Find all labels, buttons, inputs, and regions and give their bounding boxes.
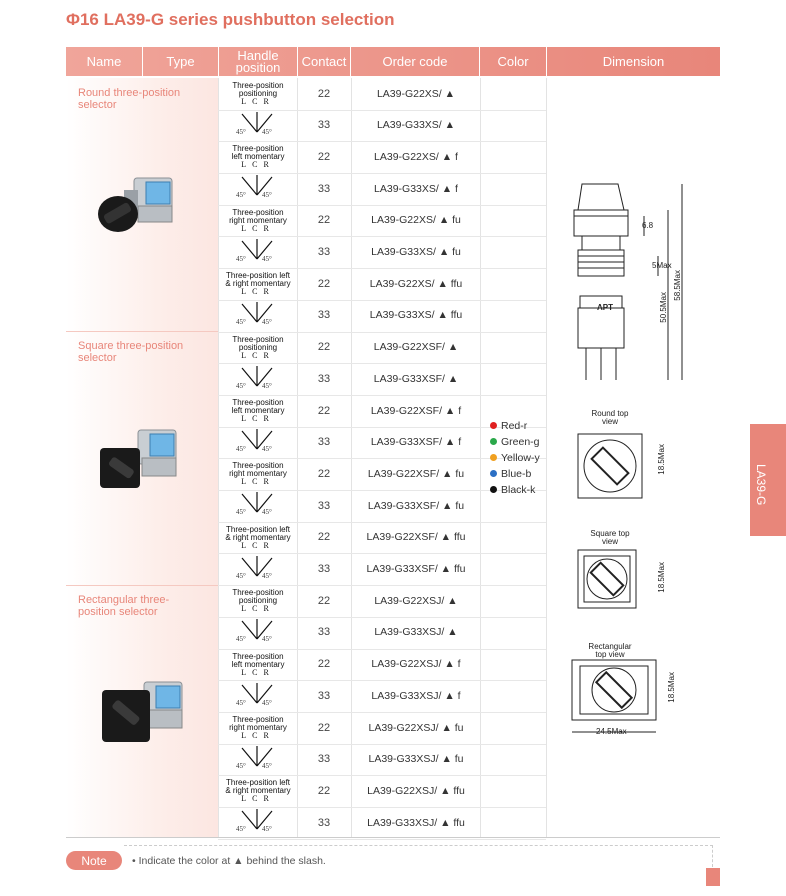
handle-label-line1: Three-position [232, 81, 284, 90]
angle-right-label: 45° [262, 571, 272, 580]
contact-cell: 22 [317, 277, 331, 290]
angle-right-label: 45° [262, 381, 272, 390]
contact-cell: 22 [317, 150, 331, 163]
header-type: Type [143, 47, 219, 76]
angle-left-label: 45° [236, 318, 246, 327]
angle-right-label: 45° [262, 508, 272, 517]
order-code-cell: LA39-G22XSF/ ▲ f [370, 404, 462, 417]
rect-width-dim: 24.5Max [596, 727, 627, 736]
angle-left-label: 45° [236, 254, 246, 263]
group-separator [66, 331, 218, 332]
contact-cell: 33 [317, 246, 331, 258]
order-code-cell: LA39-G22XSF/ ▲ fu [367, 467, 465, 480]
note-badge: Note [66, 851, 122, 870]
order-code-cell: LA39-G22XSJ/ ▲ [374, 594, 458, 607]
dim-50-5max: 50.5Max [659, 292, 668, 323]
angle-left-label: 45° [236, 825, 246, 834]
order-code-cell: LA39-G22XS/ ▲ [376, 87, 456, 100]
order-code-cell: LA39-G22XSF/ ▲ [373, 341, 459, 354]
contact-cell: 22 [317, 467, 331, 480]
group-separator [66, 585, 218, 586]
contact-cell: 22 [317, 658, 331, 671]
l-label: L [241, 794, 253, 804]
r-label: R [263, 287, 275, 297]
group-label-line1: Square three-position [78, 340, 184, 352]
table-row [218, 363, 546, 396]
color-label: Yellow-y [501, 452, 540, 464]
order-code-cell: LA39-G33XSJ/ ▲ f [371, 689, 461, 702]
order-code-cell: LA39-G22XSJ/ ▲ fu [368, 721, 464, 734]
l-label: L [241, 350, 253, 360]
r-label: R [263, 604, 275, 614]
blue-dot-icon [490, 470, 497, 477]
group-round [78, 87, 180, 111]
angle-left-label: 45° [236, 698, 246, 707]
group-rectangular [78, 594, 169, 618]
order-code-cell: LA39-G22XSF/ ▲ ffu [366, 531, 466, 544]
order-code-cell: LA39-G33XSJ/ ▲ [374, 626, 458, 639]
dim-5max: 5Max [652, 261, 672, 270]
header-name: Name [66, 47, 143, 76]
l-label: L [241, 731, 253, 740]
dim-58-5max: 58.5Max [673, 270, 682, 301]
color-label: Black-k [501, 484, 536, 496]
handle-label-line1: Three-position left [225, 778, 291, 788]
table-row [218, 775, 546, 808]
order-code-cell: LA39-G33XSJ/ ▲ fu [368, 753, 464, 766]
angle-right-label: 45° [262, 128, 272, 136]
group-square [78, 340, 183, 364]
l-label: L [241, 97, 253, 106]
contact-cell: 22 [317, 341, 331, 354]
group-label-line2: selector [78, 99, 117, 111]
table-row [218, 617, 546, 650]
r-label: R [263, 477, 275, 487]
l-label: L [241, 477, 253, 487]
group-label-line2: position selector [78, 606, 158, 618]
c-label: C [252, 160, 264, 170]
contact-cell: 33 [317, 119, 331, 132]
angle-left-label: 45° [236, 445, 246, 453]
c-label: C [252, 667, 264, 677]
angle-right-label: 45° [262, 445, 272, 453]
green-dot-icon [490, 438, 497, 445]
handle-label-line1: Three-position [232, 715, 284, 724]
order-code-cell: LA39-G22XS/ ▲ f [374, 150, 458, 163]
color-item-black [490, 482, 540, 498]
table-row [218, 712, 546, 745]
c-label: C [252, 540, 264, 550]
order-code-cell: LA39-G33XS/ ▲ fu [371, 246, 461, 258]
order-code-cell: LA39-G22XS/ ▲ fu [371, 214, 461, 227]
header-order: Order code [351, 47, 480, 76]
contact-cell: 33 [317, 563, 331, 575]
order-code-cell: LA39-G33XS/ ▲ ffu [369, 309, 463, 322]
brand-label: APT [597, 303, 613, 312]
angle-left-label: 45° [236, 571, 246, 580]
handle-label-line2: & right momentary [225, 532, 291, 542]
header-handle [219, 47, 298, 76]
table-row [218, 332, 546, 365]
dim-6-8: 6.8 [642, 221, 654, 230]
order-code-cell: LA39-G22XS/ ▲ ffu [369, 277, 463, 290]
angle-left-label: 45° [236, 381, 246, 390]
handle-label-line1: Three-position left [225, 271, 291, 281]
order-code-cell: LA39-G33XSF/ ▲ fu [367, 499, 465, 512]
angle-left-label: 45° [236, 635, 246, 644]
order-code-cell: LA39-G33XS/ ▲ f [374, 182, 458, 195]
contact-cell: 22 [317, 594, 331, 607]
r-label: R [263, 667, 275, 677]
table-row [218, 807, 546, 840]
handle-label-line1: Three-position [232, 334, 284, 344]
handle-label-line2: & right momentary [225, 279, 291, 289]
angle-right-label: 45° [262, 635, 272, 644]
table-row [218, 78, 546, 111]
l-label: L [241, 540, 253, 550]
square-label-line2: view [601, 537, 618, 546]
page-title: Φ16 LA39-G series pushbutton selection [66, 10, 395, 29]
handle-label-line1: Three-position [232, 398, 284, 407]
header-dimension: Dimension [602, 53, 665, 69]
round-width-dim: 18.5Max [657, 444, 666, 475]
l-label: L [241, 223, 253, 233]
square-width-dim: 18.5Max [657, 562, 666, 593]
handle-label-line2: right momentary [229, 723, 287, 732]
r-label: R [263, 223, 275, 233]
l-label: L [241, 414, 253, 423]
column-divider [546, 78, 547, 838]
contact-cell: 33 [317, 182, 331, 195]
handle-label-line2: right momentary [229, 469, 287, 479]
color-label: Green-g [501, 436, 540, 448]
c-label: C [252, 414, 264, 423]
angle-left-label: 45° [236, 508, 246, 517]
round-top-view-label [582, 410, 638, 426]
square-label-line1: Square top [590, 529, 630, 538]
c-label: C [252, 97, 264, 106]
header-color: Color [480, 47, 547, 76]
handle-label-line2: positioning [238, 89, 278, 98]
angle-left-label: 45° [236, 762, 246, 770]
color-label: Red-r [501, 420, 528, 432]
contact-cell: 22 [317, 721, 331, 734]
square-top-view-label [582, 530, 638, 546]
header-handle-line1: Handle [237, 47, 279, 63]
handle-label-line1: Three-position [232, 144, 284, 154]
order-code-cell: LA39-G33XSJ/ ▲ ffu [367, 816, 465, 829]
table-row [218, 680, 546, 713]
l-label: L [241, 667, 253, 677]
contact-cell: 22 [317, 404, 331, 417]
r-label: R [263, 794, 275, 804]
l-label: L [241, 604, 253, 614]
contact-cell: 33 [317, 372, 331, 385]
r-label: R [263, 160, 275, 170]
table-row [218, 205, 546, 238]
table-row [218, 141, 546, 174]
color-label: Blue-b [501, 468, 532, 480]
c-label: C [252, 223, 264, 233]
table-row [218, 173, 546, 206]
handle-label-line1: Three-position [232, 461, 284, 471]
round-label-line2: view [601, 417, 618, 426]
table-row [218, 110, 546, 143]
round-label-line1: Round top [591, 409, 629, 418]
group-label-line1: Round three-position [78, 87, 181, 99]
c-label: C [252, 794, 264, 804]
handle-label-line2: right momentary [229, 215, 287, 225]
square-selector-product-image [94, 424, 194, 504]
c-label: C [252, 604, 264, 614]
rect-height-dim: 18.5Max [667, 672, 676, 703]
contact-cell: 22 [317, 784, 331, 797]
r-label: R [263, 97, 275, 106]
table-row [218, 649, 546, 682]
handle-label-line2: left momentary [231, 659, 285, 669]
handle-label-line2: & right momentary [225, 786, 291, 796]
group-label-line1: Rectangular three- [78, 594, 170, 606]
contact-cell: 33 [317, 309, 331, 322]
contact-cell: 22 [317, 214, 331, 227]
order-code-cell: LA39-G33XS/ ▲ [376, 119, 456, 132]
handle-label-line1: Three-position [232, 588, 284, 598]
header-handle-line2: position [235, 59, 281, 75]
angle-right-label: 45° [262, 762, 272, 770]
angle-right-label: 45° [262, 318, 272, 327]
order-code-cell: LA39-G22XSJ/ ▲ f [371, 658, 461, 671]
color-item-red [490, 418, 540, 434]
handle-label-line2: positioning [238, 342, 278, 352]
handle-label-line2: left momentary [231, 406, 285, 415]
table-row [218, 744, 546, 777]
order-code-cell: LA39-G22XSJ/ ▲ ffu [367, 784, 465, 797]
rect-label-line2: top view [595, 650, 625, 659]
handle-label-line2: positioning [238, 596, 278, 606]
header-contact: Contact [298, 47, 351, 76]
angle-right-label: 45° [262, 254, 272, 263]
contact-cell: 33 [317, 753, 331, 766]
yellow-dot-icon [490, 454, 497, 461]
table-row [218, 585, 546, 618]
handle-label-line1: Three-position left [225, 524, 291, 534]
angle-left-label: 45° [236, 191, 246, 200]
angle-right-label: 45° [262, 191, 272, 200]
side-tab-label: LA39-G [754, 464, 768, 506]
r-label: R [263, 350, 275, 360]
group-label-line2: selector [78, 352, 117, 364]
order-code-cell: LA39-G33XSF/ ▲ [373, 372, 459, 385]
note-corner-accent [706, 868, 720, 886]
r-label: R [263, 731, 275, 740]
l-label: L [241, 287, 253, 297]
l-label: L [241, 160, 253, 170]
table-row [218, 554, 546, 587]
table-row [218, 522, 546, 555]
angle-right-label: 45° [262, 698, 272, 707]
contact-cell: 33 [317, 436, 331, 449]
handle-label-line1: Three-position [232, 651, 284, 661]
round-selector-product-image [94, 170, 194, 250]
table-row [218, 237, 546, 270]
note-text: • Indicate the color at ▲ behind the slash. [132, 855, 326, 867]
table-row [218, 268, 546, 301]
contact-cell: 33 [317, 499, 331, 512]
contact-cell: 33 [317, 816, 331, 829]
color-item-blue [490, 466, 540, 482]
table-row [218, 300, 546, 333]
round-top-view-drawing [574, 430, 654, 500]
black-dot-icon [490, 486, 497, 493]
c-label: C [252, 731, 264, 740]
rectangular-selector-product-image [94, 676, 194, 756]
order-code-cell: LA39-G33XSF/ ▲ ffu [366, 563, 466, 575]
handle-label-line2: left momentary [231, 152, 285, 162]
red-dot-icon [490, 422, 497, 429]
table-header [66, 47, 720, 76]
r-label: R [263, 540, 275, 550]
r-label: R [263, 414, 275, 423]
side-tab [750, 424, 786, 536]
color-list [490, 418, 540, 498]
contact-cell: 33 [317, 626, 331, 639]
contact-cell: 22 [317, 87, 331, 100]
contact-cell: 22 [317, 531, 331, 544]
square-top-view-drawing [574, 548, 654, 612]
angle-right-label: 45° [262, 825, 272, 834]
c-label: C [252, 477, 264, 487]
order-code-cell: LA39-G33XSF/ ▲ f [370, 436, 462, 449]
color-item-yellow [490, 450, 540, 466]
c-label: C [252, 287, 264, 297]
rect-label-line1: Rectangular [588, 642, 632, 651]
c-label: C [252, 350, 264, 360]
contact-cell: 33 [317, 689, 331, 702]
color-item-green [490, 434, 540, 450]
angle-left-label: 45° [236, 128, 246, 136]
handle-label-line1: Three-position [232, 207, 284, 217]
